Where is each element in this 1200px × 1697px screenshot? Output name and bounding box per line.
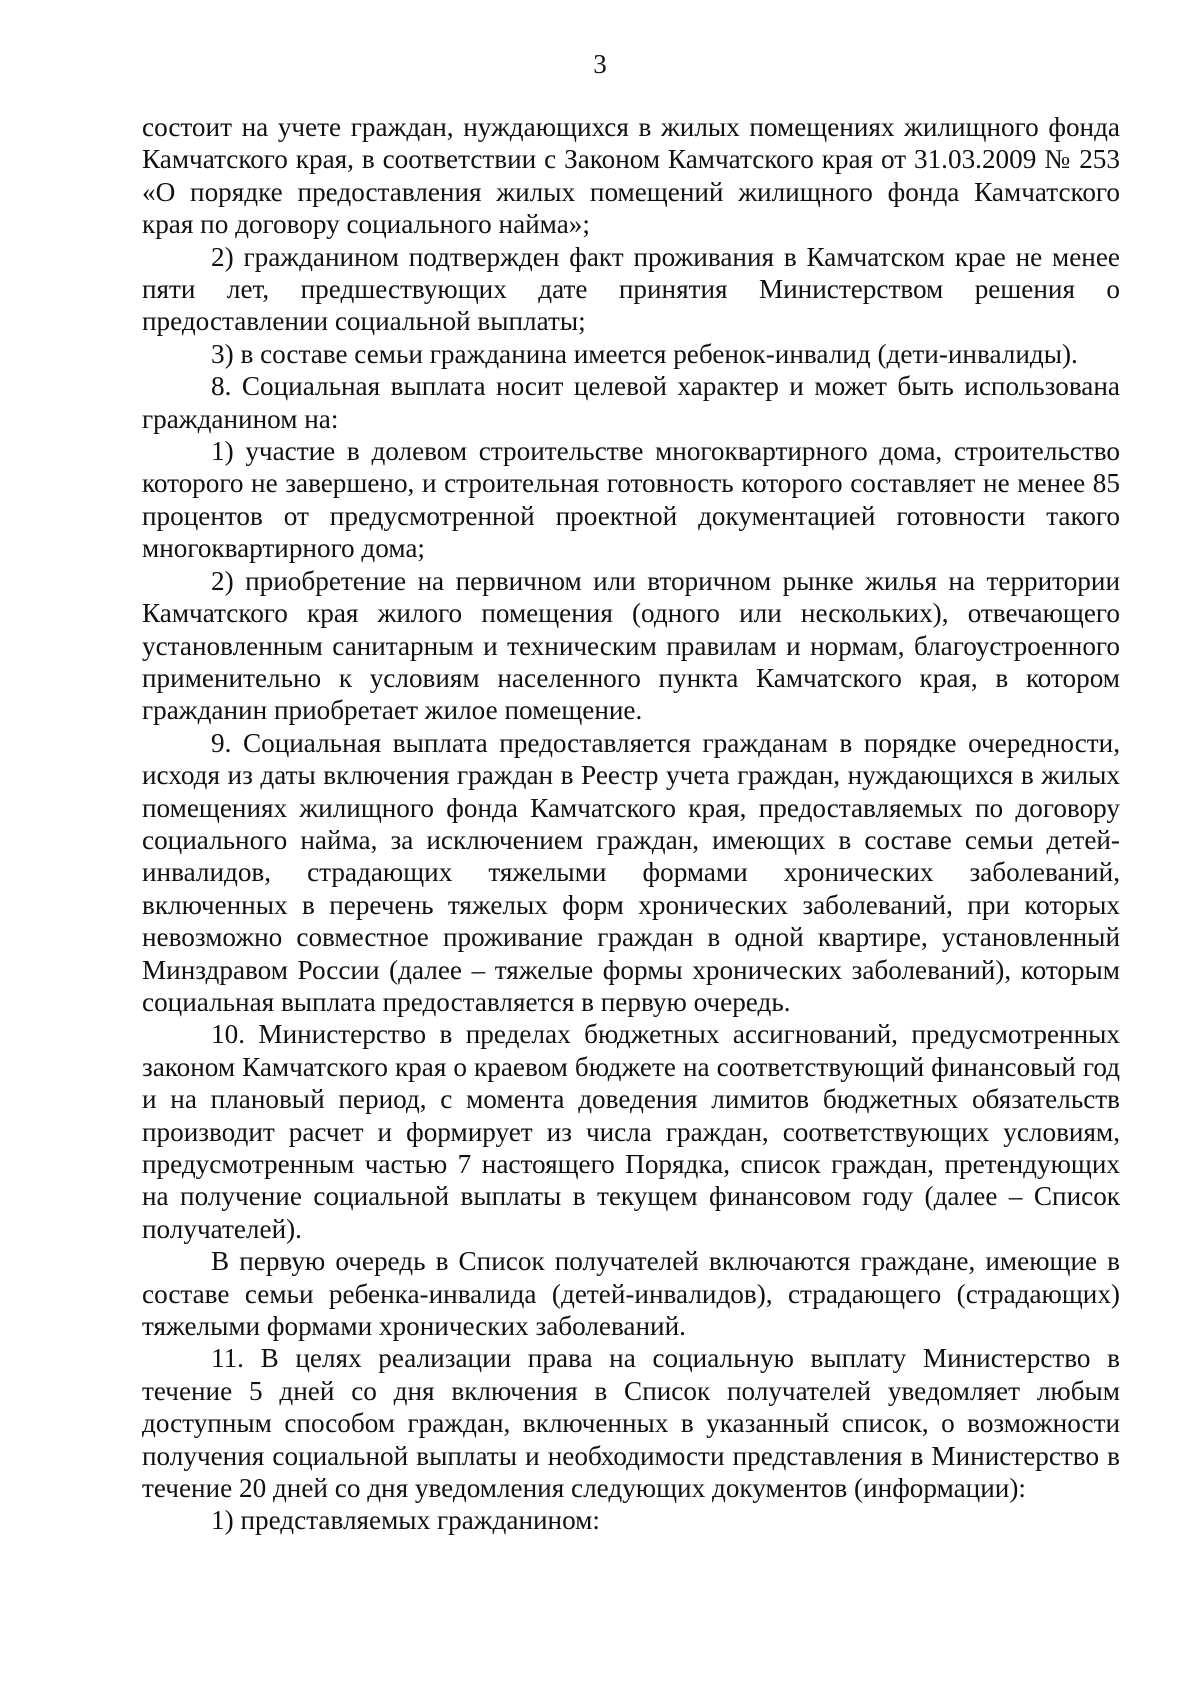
page-number: 3 xyxy=(593,49,607,79)
paragraph-section-10: 10. Министерство в пределах бюджетных ассигнований, предусмотренных законом Камчатского края о краевом бюджете на соответствующий финансовый год и на плановый период, с момента доведения лимитов бюджетных обязательств производит расчет и формирует из числа граждан, соответствующих условиям, предусмотренным частью 7 настоящего Порядка, список граждан, претендующих на получение социальной выплаты в текущем финансовом году (далее – Список получателей). xyxy=(142,1019,1120,1244)
paragraph-item-7-3: 3) в составе семьи гражданина имеется ребенок-инвалид (дети-инвалиды). xyxy=(211,338,1078,369)
paragraph-section-8: 8. Социальная выплата носит целевой характер и может быть использована гражданином на: xyxy=(142,371,1120,434)
paragraph-section-11: 11. В целях реализации права на социальную выплату Министерство в течение 5 дней со дня включения в Список получателей уведомляет любым доступным способом граждан, включенных в указанный список, о возможности получения социальной выплаты и необходимости представления в Министерство в течение 20 дней со дня уведомления следующих документов (информации): xyxy=(142,1343,1120,1504)
document-body xyxy=(142,111,1120,1537)
paragraph-item-8-2: 2) приобретение на первичном или вторичном рынке жилья на территории Камчатского края жилого помещения (одного или нескольких), отвечающего установленным санитарным и техническим правилам и нормам, благоустроенного применительно к условиям населенного пункта Камчатского края, в котором гражданин приобретает жилое помещение. xyxy=(142,565,1120,726)
paragraph-section-9: 9. Социальная выплата предоставляется гражданам в порядке очередности, исходя из даты включения граждан в Реестр учета граждан, нуждающихся в жилых помещениях жилищного фонда Камчатского края, предоставляемых по договору социального найма, за исключением граждан, имеющих в составе семьи детей-инвалидов, страдающих тяжелыми формами хронических заболеваний, включенных в перечень тяжелых форм хронических заболеваний, при которых невозможно совместное проживание граждан в одной квартире, установленный Минздравом России (далее – тяжелые формы хронических заболеваний), которым социальная выплата предоставляется в первую очередь. xyxy=(142,727,1120,1017)
paragraph-item-7-2: 2) гражданином подтвержден факт проживания в Камчатском крае не менее пяти лет, предшествующих дате принятия Министерством решения о предоставлении социальной выплаты; xyxy=(142,241,1120,337)
paragraph-continuation: состоит на учете граждан, нуждающихся в жилых помещениях жилищного фонда Камчатского края, в соответствии с Законом Камчатского края от 31.03.2009 № 253 «О порядке предоставления жилых помещений жилищного фонда Камчатского края по договору социального найма»; xyxy=(142,112,1120,240)
paragraph-item-8-1: 1) участие в долевом строительстве многоквартирного дома, строительство которого не завершено, и строительная готовность которого составляет не менее 85 процентов от предусмотренной проектной документацией готовности такого многоквартирного дома; xyxy=(142,436,1120,564)
paragraph-item-11-1: 1) представляемых гражданином: xyxy=(211,1505,600,1536)
paragraph-section-10-priority: В первую очередь в Список получателей включаются граждане, имеющие в составе семьи ребенка-инвалида (детей-инвалидов), страдающего (страдающих) тяжелыми формами хронических заболеваний. xyxy=(142,1246,1120,1342)
